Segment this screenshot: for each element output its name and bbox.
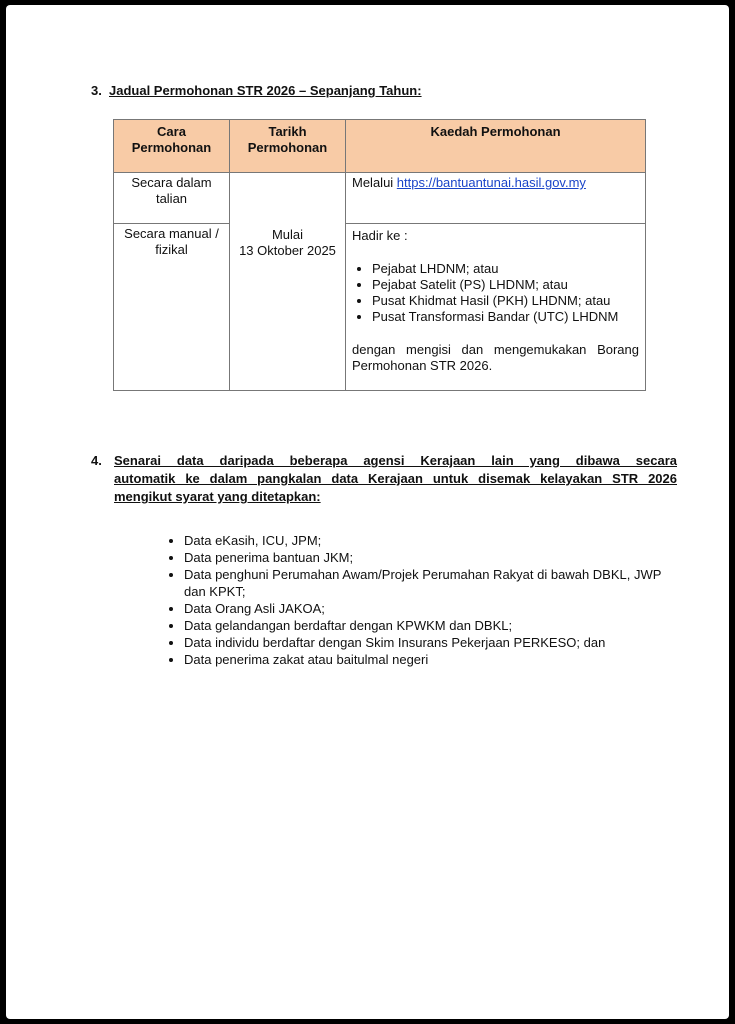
kaedah-online-prefix: Melalui [352,175,397,190]
list-item: • Pejabat Satelit (PS) LHDNM; atau [372,277,639,293]
cell-tarikh [230,173,346,391]
cell-kaedah-manual [346,224,646,391]
section-4-title-line-3: mengikut syarat yang ditetapkan: [114,489,321,504]
table-header-row [114,120,646,173]
list-item: • Data penerima bantuan JKM; [184,549,684,566]
section-4-number: 4. [91,453,102,468]
header-cara-permohonan: Cara Permohonan [114,120,230,173]
section-4-title-line-1: Senarai data daripada beberapa agensi Kerajaan lain yang dibawa secara [114,453,677,468]
list-item: • Data gelandangan berdaftar dengan KPWKM dan DBKL; [184,617,684,634]
kaedah-manual-intro: Hadir ke : [352,228,408,243]
table-row [114,224,646,391]
list-item: • Pejabat LHDNM; atau [372,261,639,277]
list-item: • Data Orang Asli JAKOA; [184,600,684,617]
kaedah-manual-closing: dengan mengisi dan mengemukakan Borang Permohonan STR 2026. [352,342,639,373]
cell-cara-manual: Secara manual / fizikal [114,224,230,391]
list-item: • Data eKasih, ICU, JPM; [184,532,684,549]
list-item: • Pusat Transformasi Bandar (UTC) LHDNM [372,309,639,325]
header-kaedah-permohonan: Kaedah Permohonan [346,120,646,173]
list-item: • Data penghuni Perumahan Awam/Projek Perumahan Rakyat di bawah DBKL, JWP dan KPKT; [184,566,684,600]
list-item: • Data individu berdaftar dengan Skim Insurans Pekerjaan PERKESO; dan [184,634,684,651]
tarikh-line-2: 13 Oktober 2025 [239,242,336,258]
section-4-heading [91,452,677,506]
list-item: • Data penerima zakat atau baitulmal negeri [184,651,684,668]
bantuan-tunai-link[interactable]: https://bantuantunai.hasil.gov.my [396,175,586,190]
cell-kaedah-online [346,173,646,224]
header-tarikh-permohonan: Tarikh Permohonan [230,120,346,173]
section-3-number: 3. [91,83,102,98]
section-3-title: Jadual Permohonan STR 2026 – Sepanjang Tahun: [109,83,422,98]
application-schedule-table [113,119,646,391]
cell-cara-online: Secara dalam talian [114,173,230,224]
tarikh-line-1: Mulai [271,226,304,242]
table-row [114,173,646,224]
office-list [352,261,639,325]
data-source-list [164,532,684,668]
section-4-title-line-2: automatik ke dalam pangkalan data Kerajaan untuk disemak kelayakan STR 2026 [114,471,677,486]
document-page [6,5,729,1019]
list-item: • Pusat Khidmat Hasil (PKH) LHDNM; atau [372,293,639,309]
